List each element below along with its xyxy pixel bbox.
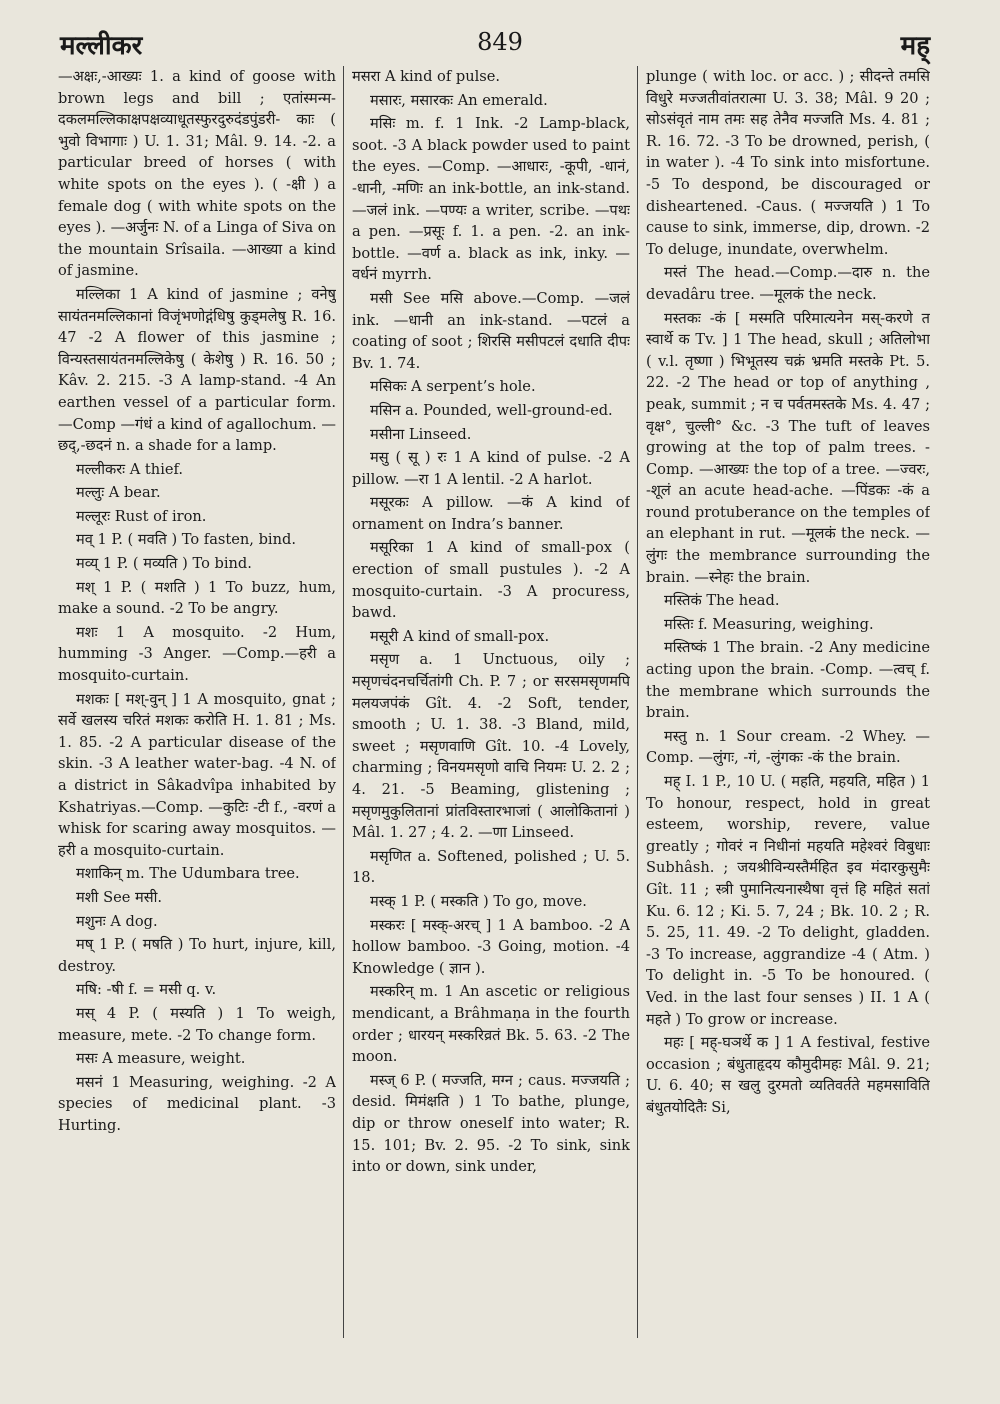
dictionary-entry: मशः 1 A mosquito. -2 Hum, humming -3 Anger. —Comp.—हरी a mosquito-curtain.	[58, 623, 336, 685]
column-right	[646, 66, 930, 1338]
dictionary-entry: महः [ मह्-घञर्थे क ] 1 A festival, festive occasion ; बंधुताहृदय कौमुदीमहः Mâl. 9. 21; U. 6. 40; स खलु दुरमतो व्यतिवर्तते महमसाविति बंधुतयोदितैः Si,	[646, 1034, 930, 1116]
dictionary-entry: मसूरिका 1 A kind of small-pox ( erection of small pustules ). -2 A mosquito-curtain. -3 A procuress, bawd.	[352, 539, 630, 622]
dictionary-entry: मस्क् 1 P. ( मस्कति ) To go, move.	[370, 892, 587, 910]
dictionary-entry: मशी See मसी.	[76, 888, 162, 906]
column-divider	[343, 66, 344, 1338]
dictionary-entry: मस् 4 P. ( मस्यति ) 1 To weigh, measure, mete. -2 To change form.	[58, 1004, 336, 1044]
dictionary-entry: मसारः, मसारकः An emerald.	[370, 91, 548, 109]
dictionary-entry: मसनं 1 Measuring, weighing. -2 A species of medicinal plant. -3 Hurting.	[58, 1073, 336, 1134]
column-left	[58, 66, 336, 1338]
dictionary-entry: मस्तिष्कं 1 The brain. -2 Any medicine acting upon the brain. -Comp. —त्वच् f. the membrane which surrounds the brain.	[646, 639, 930, 722]
dictionary-entry: मश् 1 P. ( मशति ) 1 To buzz, hum, make a sound. -2 To be angry.	[58, 578, 336, 618]
dictionary-entry: मसीना Linseed.	[370, 425, 472, 443]
dictionary-entry: plunge ( with loc. or acc. ) ; सीदन्ते तमसि विधुरे मज्जतीवांतरात्मा U. 3. 38; Mâl. 9 20 ; सोऽसंवृतं नाम तमः सह तेनैव मज्जति Ms. 4. 81 ; R. 16. 72. -3 To be drowned, perish, ( in water ). -4 To sink into misfortune. -5 To despond, be discouraged or disheartened. -Caus. ( मज्जयति ) 1 To cause to sink, immerse, dip, drown. -2 To deluge, inundate, overwhelm.	[646, 68, 930, 258]
dictionary-entry: मस्तु n. 1 Sour cream. -2 Whey. —Comp. —लुंगः, -गं, -लुंगकः -कं the brain.	[646, 727, 930, 767]
dictionary-entry: मसिः m. f. 1 Ink. -2 Lamp-black, soot. -3 A black powder used to paint the eyes. —Comp. —आधारः, -कूपी, -धानं, -धानी, -मणिः an ink-bottle, an ink-stand. —जलं ink. —पण्यः a writer, scribe. —पथः a pen. —प्रसूः f. 1. a pen. -2. an ink-bottle. —वर्ण a. black as ink, inky. —वर्धनं myrrh.	[352, 115, 630, 284]
dictionary-entry: मस्तिकं The head.	[664, 592, 780, 610]
header-right-word: मह्	[900, 31, 930, 61]
dictionary-entry: मस्तं The head.—Comp.—दारु n. the devadâru tree. —मूलकं the neck.	[646, 264, 930, 303]
dictionary-entry: मसृण a. 1 Unctuous, oily ; मसृणचंदनचर्चितांगी Ch. P. 7 ; or सरसमसृणमपि मलयजपंकं Gît. 4. -2 Soft, tender, smooth ; U. 1. 38. -3 Bland, mild, sweet ; मसृणवाणि Gît. 10. -4 Lovely, charming ; विनयमसृणो वाचि नियमः U. 2. 2 ; 4. 21. -5 Beaming, glistening ; मसृणमुकुलितानां प्रांतविस्तारभाजां ( आलोकितानां ) Mâl. 1. 27 ; 4. 2. —णा Linseed.	[352, 651, 630, 842]
dictionary-entry: मशाकिन् m. The Udumbara tree.	[76, 865, 300, 883]
dictionary-entry: मशकः [ मश्-वुन् ] 1 A mosquito, gnat ; सर्वे खलस्य चरितं मशकः करोति H. 1. 81 ; Ms. 1. 85. -2 A particular disease of the skin. -3 A leather water-bag. -4 N. of a district in Sâkadvîpa inhabited by Kshatriyas.—Comp. —कुटिः -टी f., -वरणं a whisk for scaring away mosquitos. —हरी a mosquito-curtain.	[58, 690, 336, 859]
dictionary-entry: मसिन a. Pounded, well-ground-ed.	[370, 401, 613, 419]
dictionary-entry: मव्य् 1 P. ( मव्यति ) To bind.	[76, 555, 252, 573]
dictionary-entry: मस्करः [ मस्क्-अरच् ] 1 A bamboo. -2 A hollow bamboo. -3 Going, motion. -4 Knowledge ( ज्ञान ).	[352, 916, 630, 977]
dictionary-entry: मसृणित a. Softened, polished ; U. 5. 18.	[352, 847, 630, 887]
header-left-word: मल्लीकर	[60, 31, 143, 61]
dictionary-entry: मह् I. 1 P., 10 U. ( महति, महयति, महित ) 1 To honour, respect, hold in great esteem, worship, revere, value greatly ; गोवरं न निधीनां महयति महेश्वरं विबुधाः Subhâsh. ; जयश्रीविन्यस्तैर्महित इव मंदारकुसुमैः Gît. 11 ; स्त्री पुमानित्यनास्थैषा वृत्तं हि महितं सतां Ku. 6. 12 ; Ki. 5. 7, 24 ; Bk. 10. 2 ; R. 5. 25, 11. 49. -2 To delight, gladden. -3 To increase, aggrandize -4 ( Atm. ) To delight in. -5 To be honoured. ( Ved. in the last four senses ) II. 1 A ( महते ) To grow or increase.	[646, 773, 930, 1028]
dictionary-entry: मस्तिः f. Measuring, weighing.	[664, 615, 874, 633]
page-number: 849	[477, 28, 523, 56]
dictionary-entry: मसु ( सू ) रः 1 A kind of pulse. -2 A pillow. —रा 1 A lentil. -2 A harlot.	[352, 449, 630, 488]
dictionary-entry: —अक्षः,-आख्यः 1. a kind of goose with brown legs and bill ; एतांस्मन्म- दकलमल्लिकाक्षपक्षव्याधूतस्फुरदुरुदंडपुंडरी- काः ( भुवो विभागाः ) U. 1. 31; Mâl. 9. 14. -2. a particular breed of horses ( with white spots on the eyes ). ( -क्षी ) a female dog ( with white spots on the eyes ). —अर्जुनः N. of a Linga of Siva on the mountain Srîsaila. —आख्या a kind of jasmine.	[58, 68, 336, 280]
column-divider	[637, 66, 638, 1338]
dictionary-entry: मशुनः A dog.	[76, 912, 158, 930]
dictionary-entry: मल्लीकरः A thief.	[76, 460, 184, 478]
dictionary-entry: मसूरकः A pillow. —कं A kind of ornament on Indra’s banner.	[352, 494, 630, 533]
dictionary-entry: मस्तकः -कं [ मस्मति परिमात्यनेन मस्-करणे त स्वार्थे क Tv. ] 1 The head, skull ; अतिलोभा ( v.l. तृष्णा ) भिभूतस्य चक्रं भ्रमति मस्तके Pt. 5. 22. -2 The head or top of anything , peak, summit ; न च पर्वतमस्तके Ms. 4. 47 ; वृक्ष°, चुल्ली° &c. -3 The tuft of leaves growing at the top of palm trees. -Comp. —आख्यः the top of a tree. —ज्वरः, -शूलं an acute head-ache. —पिंडकः -कं a round protuberance on the temples of an elephant in rut. —मूलकं the neck. —लुंगः the membrance surrounding the brain. —स्नेहः the brain.	[646, 309, 930, 586]
dictionary-entry: मसः A measure, weight.	[76, 1050, 246, 1068]
dictionary-entry: मष् 1 P. ( मषति ) To hurt, injure, kill, destroy.	[58, 936, 336, 975]
column-middle	[352, 66, 630, 1338]
dictionary-entry: मस्करिन् m. 1 An ascetic or religious mendicant, a Brâhmaṇa in the fourth order ; धारयन् मस्करिव्रतं Bk. 5. 63. -2 The moon.	[352, 983, 630, 1066]
dictionary-entry: मसूरी A kind of small-pox.	[370, 627, 550, 645]
dictionary-entry: मसरा A kind of pulse.	[352, 68, 501, 85]
dictionary-entry: मस्ज् 6 P. ( मज्जति, मग्न ; caus. मज्जयति ; desid. मिमंक्षति ) 1 To bathe, plunge, dip or throw oneself into water; R. 15. 101; Bv. 2. 95. -2 To sink, sink into or down, sink under,	[352, 1071, 630, 1176]
dictionary-entry: मल्लिका 1 A kind of jasmine ; वनेषु सायंतनमल्लिकानां विजृंभणोद्गंधिषु कुड्मलेषु R. 16. 47 -2 A flower of this jasmine ; विन्यस्तसायंतनमल्लिकेषु ( केशेषु ) R. 16. 50 ; Kâv. 2. 215. -3 A lamp-stand. -4 An earthen vessel of a particular form. —Comp —गंधं a kind of agallochum. —छद्,-छदनं n. a shade for a lamp.	[58, 285, 336, 455]
dictionary-entry: मषि: -षी f. = मसी q. v.	[76, 981, 217, 999]
page-header	[0, 26, 1000, 62]
dictionary-entry: मल्लुः A bear.	[76, 484, 161, 502]
dictionary-entry: मसिकः A serpent’s hole.	[370, 378, 536, 396]
dictionary-entry: मव् 1 P. ( मवति ) To fasten, bind.	[76, 531, 296, 549]
dictionary-entry: मसी See मसि above.—Comp. —जलं ink. —धानी an ink-stand. —पटलं a coating of soot ; शिरसि मसीपटलं दधाति दीपः Bv. 1. 74.	[352, 289, 630, 372]
dictionary-entry: मल्लूरः Rust of iron.	[76, 507, 207, 525]
